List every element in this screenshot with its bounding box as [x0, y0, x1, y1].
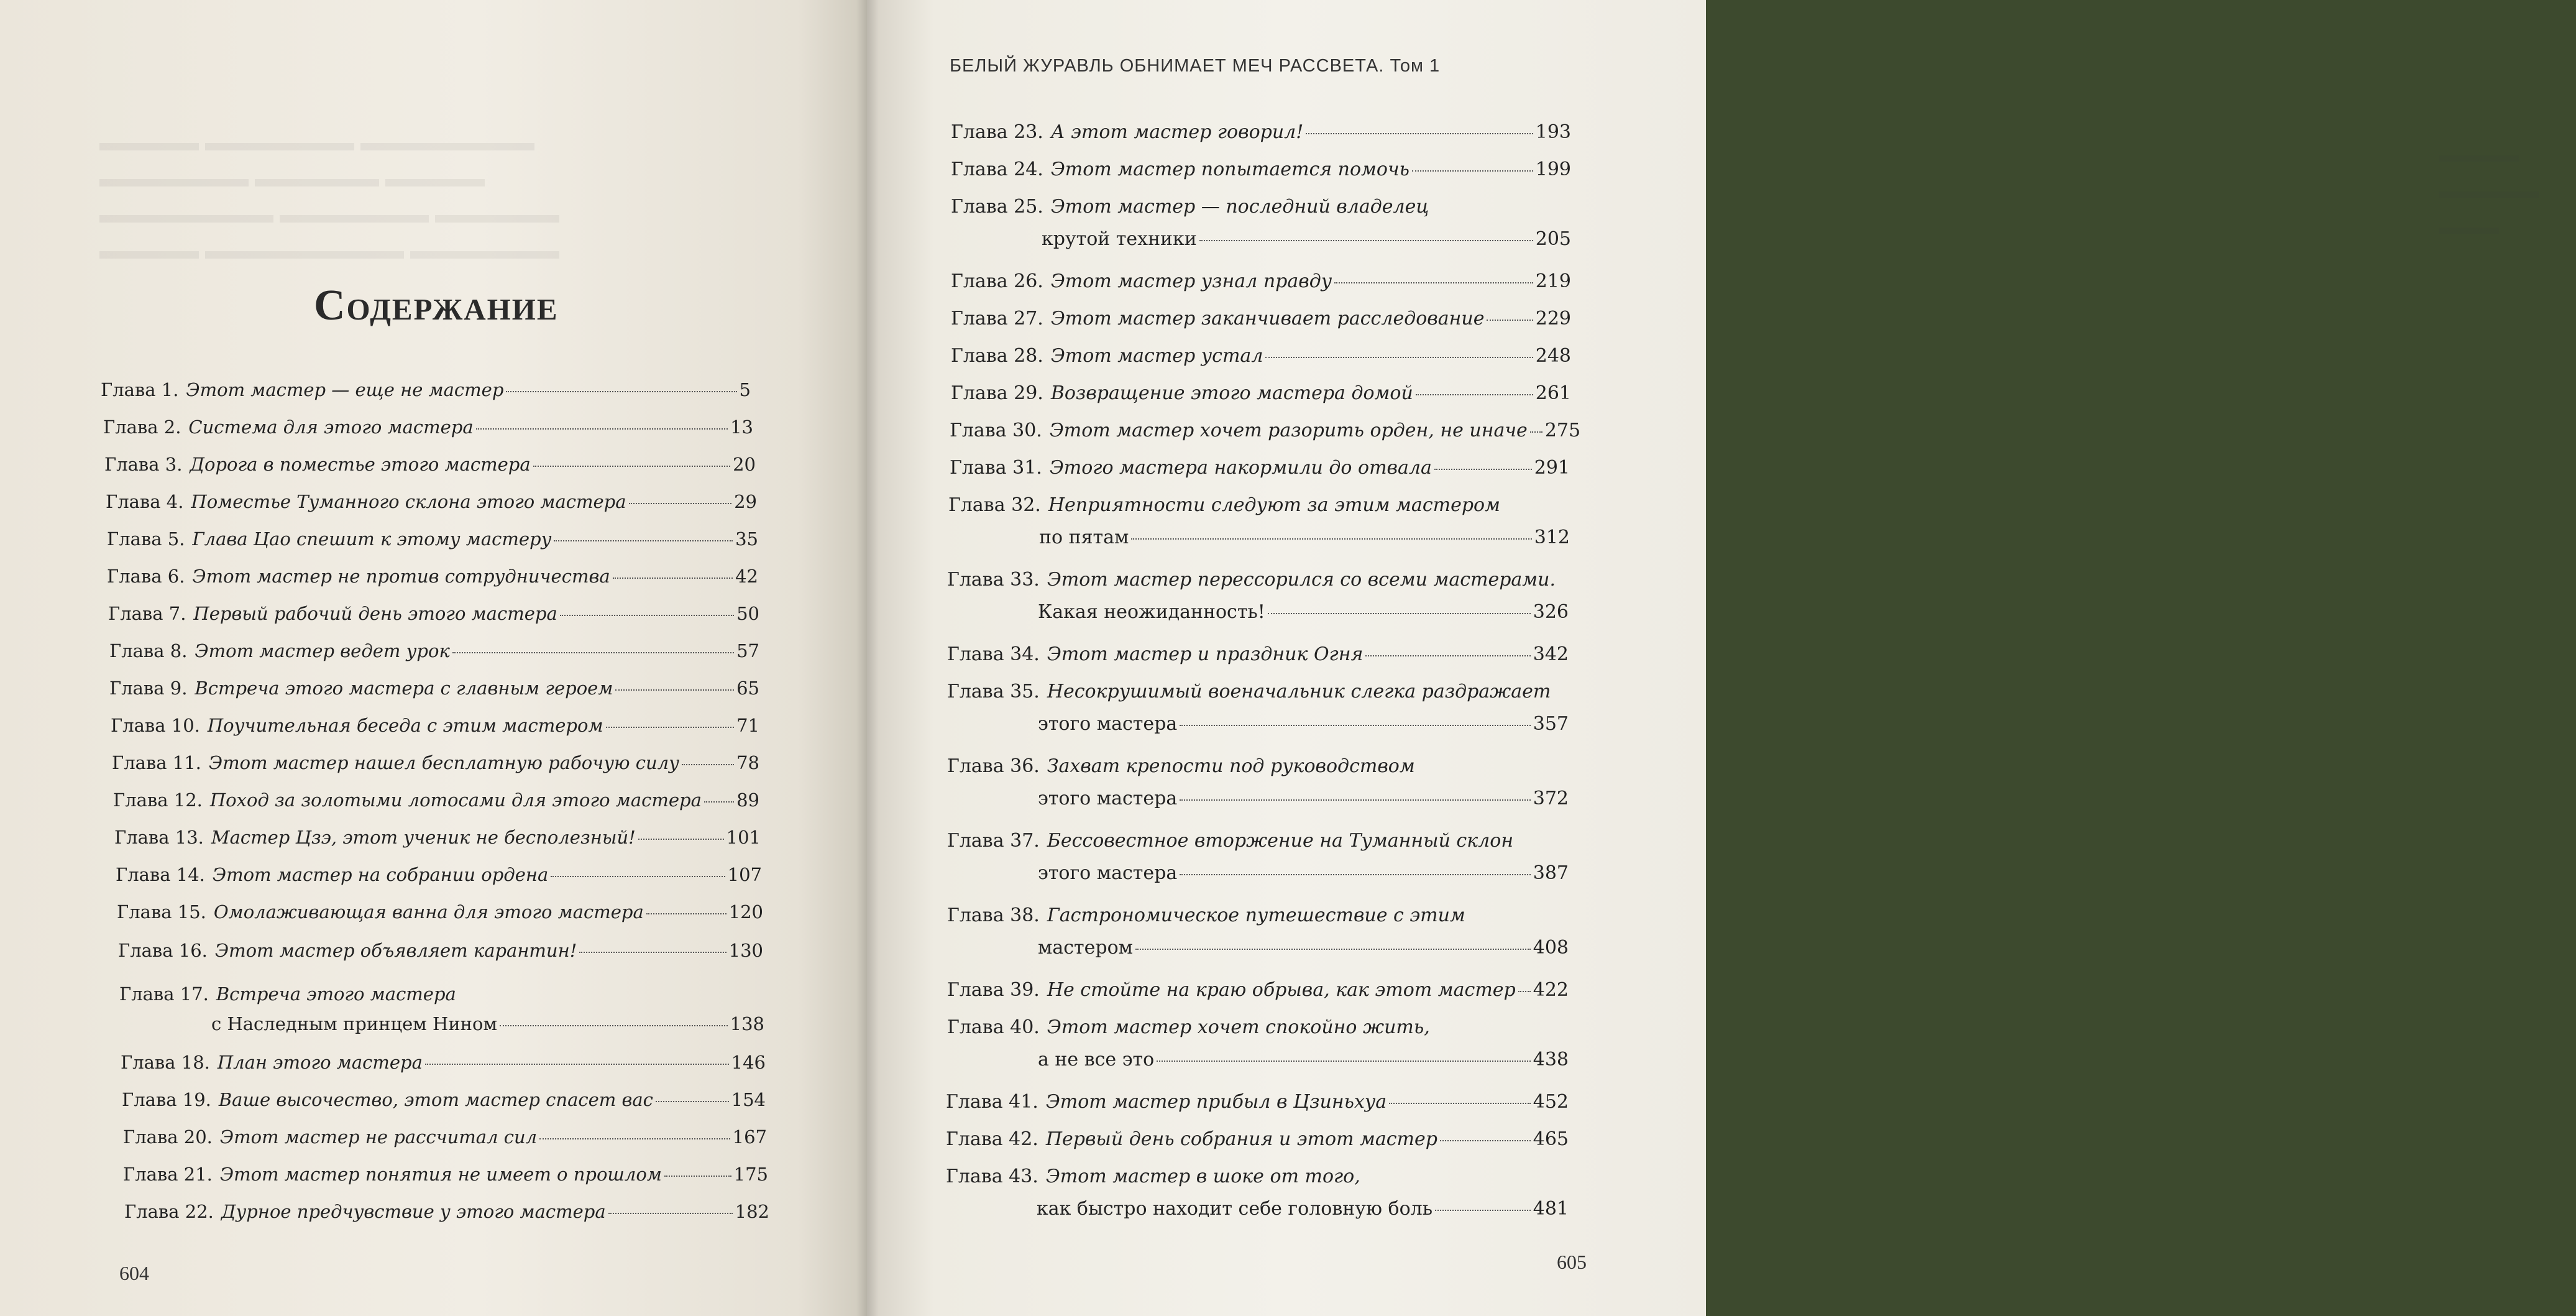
leader-dots: [1268, 613, 1531, 614]
left-page: [0, 0, 867, 1316]
chapter-page-number: 146: [731, 1052, 766, 1073]
chapter-number: Глава 40.: [947, 1016, 1040, 1038]
toc-entry: [112, 752, 759, 778]
chapter-page-number: 312: [1534, 527, 1570, 548]
leader-dots: [646, 913, 727, 914]
chapter-number: Глава 30.: [950, 420, 1042, 441]
chapter-title: Этот мастер узнал правду: [1050, 270, 1332, 292]
leader-dots: [1180, 799, 1530, 801]
chapter-number: Глава 9.: [109, 678, 188, 699]
leader-dots: [615, 689, 734, 691]
toc-entry: [947, 643, 1569, 672]
leader-dots: [452, 652, 734, 653]
leader-dots: [1435, 1210, 1531, 1211]
chapter-title: Захват крепости под руководством: [1047, 755, 1415, 777]
toc-entry: [951, 345, 1571, 374]
chapter-title: Этот мастер и праздник Огня: [1047, 643, 1364, 665]
leader-dots: [682, 764, 734, 765]
chapter-title: Не стойте на краю обрыва, как этот мастер: [1047, 979, 1516, 1001]
chapter-page-number: 219: [1535, 270, 1571, 292]
toc-entry: [108, 603, 759, 629]
leader-dots: [1157, 1061, 1531, 1062]
chapter-page-number: 29: [734, 491, 757, 512]
chapter-title: Этот мастер нашел бесплатную рабочую силу: [208, 752, 680, 773]
chapter-number: Глава 7.: [108, 603, 186, 624]
leader-dots: [606, 727, 735, 728]
chapter-title: Встреча этого мастера: [216, 983, 456, 1005]
chapter-title: Этот мастер не против сотрудничества: [192, 566, 610, 587]
toc-entry: [109, 640, 759, 666]
chapter-title: Поучительная беседа с этим мастером: [207, 715, 603, 736]
chapter-number: Глава 5.: [107, 528, 185, 550]
chapter-number: Глава 37.: [947, 830, 1040, 852]
chapter-title: Этот мастер — еще не мастер: [186, 379, 504, 400]
chapter-page-number: 20: [733, 454, 756, 475]
toc-entry: [114, 827, 761, 853]
chapter-number: Глава 25.: [951, 196, 1043, 218]
leader-dots: [1334, 282, 1533, 283]
chapter-number: Глава 4.: [106, 491, 184, 512]
leader-dots: [1306, 133, 1533, 134]
chapter-title: Первый день собрания и этот мастер: [1045, 1128, 1437, 1150]
chapter-title: Этот мастер перессорился со всеми мастерами.: [1047, 569, 1556, 591]
toc-entry: [947, 830, 1569, 891]
toc-entry: [109, 678, 759, 704]
toc-entry: [118, 940, 763, 966]
leader-dots: [1180, 874, 1530, 875]
leader-dots: [506, 391, 736, 392]
toc-entry: [119, 983, 764, 1039]
leader-dots: [704, 801, 734, 803]
chapter-title: Встреча этого мастера с главным героем: [195, 678, 613, 699]
chapter-page-number: 248: [1535, 345, 1571, 367]
toc-entry: [946, 1166, 1569, 1226]
chapter-title-continued: этого мастера: [1038, 862, 1178, 884]
leader-dots: [1487, 320, 1533, 321]
chapter-page-number: 372: [1533, 788, 1569, 809]
chapter-page-number: 438: [1533, 1049, 1569, 1070]
chapter-number: Глава 24.: [951, 159, 1043, 180]
leader-dots: [1365, 655, 1530, 656]
chapter-number: Глава 31.: [950, 457, 1042, 479]
toc-entry: [106, 491, 757, 517]
toc-entry: [117, 901, 763, 927]
leader-dots: [1131, 538, 1531, 540]
toc-entry: [107, 566, 758, 592]
chapter-page-number: 326: [1533, 601, 1569, 623]
chapter-title: Этот мастер хочет разорить орден, не иначе: [1049, 420, 1528, 441]
chapter-number: Глава 42.: [946, 1128, 1038, 1150]
chapter-number: Глава 11.: [112, 752, 201, 773]
chapter-page-number: 465: [1533, 1128, 1569, 1150]
chapter-page-number: 50: [736, 603, 759, 624]
chapter-number: Глава 26.: [951, 270, 1043, 292]
leader-dots: [1135, 949, 1531, 950]
chapter-number: Глава 20.: [123, 1126, 213, 1148]
leader-dots: [1180, 725, 1530, 726]
leader-dots: [608, 1213, 733, 1214]
chapter-title: Глава Цао спешит к этому мастеру: [192, 528, 552, 550]
toc-entry: [103, 416, 753, 443]
leader-dots: [539, 1138, 730, 1139]
chapter-title-continued: этого мастера: [1038, 788, 1178, 809]
chapter-number: Глава 12.: [113, 789, 203, 811]
chapter-page-number: 13: [730, 416, 753, 438]
chapter-title: Дорога в поместье этого мастера: [190, 454, 531, 475]
chapter-page-number: 78: [736, 752, 759, 773]
chapter-title: Этот мастер прибыл в Цзиньхуа: [1045, 1091, 1387, 1113]
chapter-number: Глава 35.: [947, 681, 1040, 702]
chapter-title: Этот мастер на собрании ордена: [212, 864, 549, 885]
chapter-page-number: 422: [1533, 979, 1569, 1001]
chapter-page-number: 291: [1534, 457, 1570, 479]
chapter-page-number: 408: [1533, 937, 1569, 959]
toc-entry: [947, 681, 1569, 742]
chapter-number: Глава 17.: [119, 983, 209, 1005]
chapter-page-number: 481: [1533, 1198, 1569, 1220]
chapter-title: Первый рабочий день этого мастера: [193, 603, 557, 624]
chapter-page-number: 35: [735, 528, 758, 550]
toc-entry: [947, 904, 1569, 965]
toc-entry: [113, 789, 759, 816]
chapter-number: Глава 32.: [948, 494, 1041, 516]
toc-entry: [950, 420, 1581, 448]
show-through-text: ▬▬▬▬ ▬▬▬▬▬▬ ▬▬▬▬▬▬▬ ▬▬▬▬▬▬ ▬▬▬▬▬ ▬▬▬▬ ▬▬▬▬▬▬▬ ▬▬▬▬▬▬ ▬▬▬▬▬ ▬▬▬▬ ▬▬▬▬▬▬▬▬ ▬▬▬▬▬▬: [99, 128, 559, 264]
book-gutter: [856, 0, 879, 1316]
leader-dots: [551, 876, 725, 877]
chapter-title: Этот мастер не рассчитал сил: [219, 1126, 538, 1148]
chapter-title: Этот мастер хочет спокойно жить,: [1047, 1016, 1430, 1038]
page-number-left: 604: [119, 1262, 149, 1284]
toc-heading: Содержание: [314, 282, 559, 329]
chapter-title: Мастер Цзэ, этот ученик не бесполезный!: [211, 827, 636, 848]
chapter-title: Несокрушимый военачальник слегка раздражает: [1047, 681, 1551, 702]
toc-entry: [947, 1016, 1569, 1077]
leader-dots: [476, 428, 728, 430]
chapter-page-number: 342: [1533, 643, 1569, 665]
chapter-title: Система для этого мастера: [188, 416, 474, 438]
chapter-title-continued: с Наследным принцем Нином: [211, 1013, 498, 1034]
chapter-number: Глава 18.: [121, 1052, 210, 1073]
chapter-page-number: 182: [735, 1201, 769, 1222]
chapter-number: Глава 16.: [118, 940, 208, 961]
leader-dots: [560, 615, 734, 616]
chapter-page-number: 138: [730, 1013, 764, 1034]
chapter-page-number: 57: [736, 640, 759, 661]
chapter-title: Возвращение этого мастера домой: [1050, 382, 1413, 404]
chapter-page-number: 229: [1535, 308, 1571, 329]
chapter-page-number: 193: [1535, 121, 1571, 143]
toc-entry: [104, 454, 756, 480]
chapter-title-continued: этого мастера: [1038, 713, 1178, 735]
chapter-title: План этого мастера: [217, 1052, 423, 1073]
chapter-page-number: 107: [727, 864, 762, 885]
leader-dots: [500, 1025, 728, 1026]
chapter-number: Глава 34.: [947, 643, 1040, 665]
leader-dots: [1518, 991, 1531, 992]
chapter-title: Дурное предчувствие у этого мастера: [221, 1201, 606, 1222]
toc-entry: [107, 528, 758, 554]
toc-entry: [946, 1128, 1569, 1157]
chapter-number: Глава 22.: [124, 1201, 214, 1222]
toc-entry: [951, 196, 1571, 257]
chapter-page-number: 261: [1535, 382, 1571, 404]
chapter-title: Этот мастер заканчивает расследование: [1050, 308, 1485, 329]
leader-dots: [1530, 431, 1542, 433]
toc-entry: [947, 569, 1569, 630]
chapter-number: Глава 14.: [116, 864, 205, 885]
chapter-page-number: 154: [731, 1089, 766, 1110]
chapter-page-number: 199: [1535, 159, 1571, 180]
leader-dots: [1412, 170, 1533, 172]
chapter-title: Этот мастер ведет урок: [195, 640, 450, 661]
leader-dots: [1199, 240, 1533, 241]
chapter-title-continued: а не все это: [1038, 1049, 1155, 1070]
chapter-number: Глава 23.: [951, 121, 1043, 143]
show-through-text: ▬▬▬▬ ▬▬▬▬▬ ▬▬▬: [2439, 144, 2539, 238]
leader-dots: [425, 1064, 729, 1065]
toc-entry: [123, 1164, 768, 1190]
leader-dots: [579, 952, 726, 953]
toc-entry: [116, 864, 762, 890]
toc-entry: [948, 494, 1570, 555]
toc-entry: [121, 1052, 766, 1078]
leader-dots: [664, 1176, 731, 1177]
chapter-title: Этот мастер устал: [1050, 345, 1263, 367]
chapter-title: Этого мастера накормили до отвала: [1049, 457, 1432, 479]
leader-dots: [1389, 1103, 1531, 1104]
chapter-title: Этот мастер попытается помочь: [1050, 159, 1409, 180]
chapter-title: Поход за золотыми лотосами для этого мастера: [209, 789, 702, 811]
toc-entry: [123, 1126, 767, 1153]
leader-dots: [629, 503, 732, 504]
chapter-title: Гастрономическое путешествие с этим: [1047, 904, 1465, 926]
toc-entry: [951, 159, 1571, 187]
chapter-page-number: 89: [736, 789, 759, 811]
toc-entry: [951, 382, 1571, 411]
chapter-page-number: 130: [728, 940, 763, 961]
chapter-number: Глава 43.: [946, 1166, 1038, 1187]
chapter-number: Глава 1.: [101, 379, 179, 400]
leader-dots: [613, 577, 733, 579]
chapter-number: Глава 10.: [111, 715, 200, 736]
chapter-number: Глава 3.: [104, 454, 183, 475]
chapter-number: Глава 33.: [947, 569, 1040, 591]
chapter-number: Глава 28.: [951, 345, 1043, 367]
chapter-number: Глава 2.: [103, 416, 181, 438]
chapter-number: Глава 19.: [122, 1089, 211, 1110]
chapter-number: Глава 8.: [109, 640, 188, 661]
toc-entry: [950, 457, 1570, 485]
chapter-page-number: 101: [726, 827, 761, 848]
chapter-number: Глава 21.: [123, 1164, 213, 1185]
chapter-title: Этот мастер — последний владелец: [1050, 196, 1429, 218]
chapter-title-continued: Какая неожиданность!: [1038, 601, 1265, 623]
chapter-page-number: 175: [733, 1164, 768, 1185]
leader-dots: [1265, 357, 1533, 358]
chapter-title-continued: по пятам: [1039, 527, 1129, 548]
chapter-title-continued: крутой техники: [1042, 228, 1197, 250]
toc-entry: [951, 308, 1571, 336]
leader-dots: [656, 1101, 729, 1102]
chapter-number: Глава 38.: [947, 904, 1040, 926]
chapter-title: Омолаживающая ванна для этого мастера: [213, 901, 644, 923]
chapter-title: Ваше высочество, этот мастер спасет вас: [218, 1089, 653, 1110]
toc-entry: [951, 270, 1571, 299]
chapter-title: Этот мастер объявляет карантин!: [214, 940, 577, 961]
chapter-page-number: 357: [1533, 713, 1569, 735]
leader-dots: [554, 540, 733, 541]
toc-entry: [111, 715, 759, 741]
chapter-title: А этот мастер говорил!: [1050, 121, 1304, 143]
chapter-title-continued: мастером: [1038, 937, 1133, 959]
chapter-page-number: 120: [728, 901, 763, 923]
chapter-page-number: 5: [739, 379, 751, 400]
chapter-page-number: 452: [1533, 1091, 1569, 1113]
chapter-number: Глава 36.: [947, 755, 1040, 777]
toc-entry: [951, 121, 1571, 150]
leader-dots: [1416, 394, 1533, 395]
chapter-page-number: 65: [736, 678, 759, 699]
toc-entry: [122, 1089, 766, 1115]
chapter-number: Глава 41.: [946, 1091, 1038, 1113]
leader-dots: [638, 839, 724, 840]
chapter-title: Этот мастер понятия не имеет о прошлом: [219, 1164, 662, 1185]
toc-entry: [946, 1091, 1569, 1120]
toc-entry: [101, 379, 751, 405]
toc-entry: [947, 979, 1569, 1008]
chapter-page-number: 275: [1544, 420, 1581, 441]
toc-entry: [124, 1201, 769, 1227]
chapter-number: Глава 15.: [117, 901, 206, 923]
toc-entry: [947, 755, 1569, 816]
chapter-number: Глава 27.: [951, 308, 1043, 329]
leader-dots: [1440, 1140, 1531, 1141]
chapter-number: Глава 39.: [947, 979, 1040, 1001]
chapter-title: Этот мастер в шоке от того,: [1045, 1166, 1360, 1187]
chapter-title: Поместье Туманного склона этого мастера: [191, 491, 626, 512]
chapter-title-continued: как быстро находит себе головную боль: [1037, 1198, 1433, 1220]
chapter-page-number: 42: [735, 566, 758, 587]
leader-dots: [533, 466, 730, 467]
chapter-title: Бессовестное вторжение на Туманный склон: [1047, 830, 1514, 852]
chapter-page-number: 167: [732, 1126, 767, 1148]
running-header: БЕЛЫЙ ЖУРАВЛЬ ОБНИМАЕТ МЕЧ РАССВЕТА. Том 1: [950, 56, 1441, 76]
chapter-title: Неприятности следуют за этим мастером: [1048, 494, 1500, 516]
leader-dots: [1434, 469, 1532, 470]
chapter-page-number: 205: [1535, 228, 1571, 250]
chapter-page-number: 387: [1533, 862, 1569, 884]
chapter-number: Глава 13.: [114, 827, 204, 848]
chapter-page-number: 71: [736, 715, 759, 736]
chapter-number: Глава 29.: [951, 382, 1043, 404]
page-number-right: 605: [1557, 1251, 1587, 1273]
chapter-number: Глава 6.: [107, 566, 185, 587]
